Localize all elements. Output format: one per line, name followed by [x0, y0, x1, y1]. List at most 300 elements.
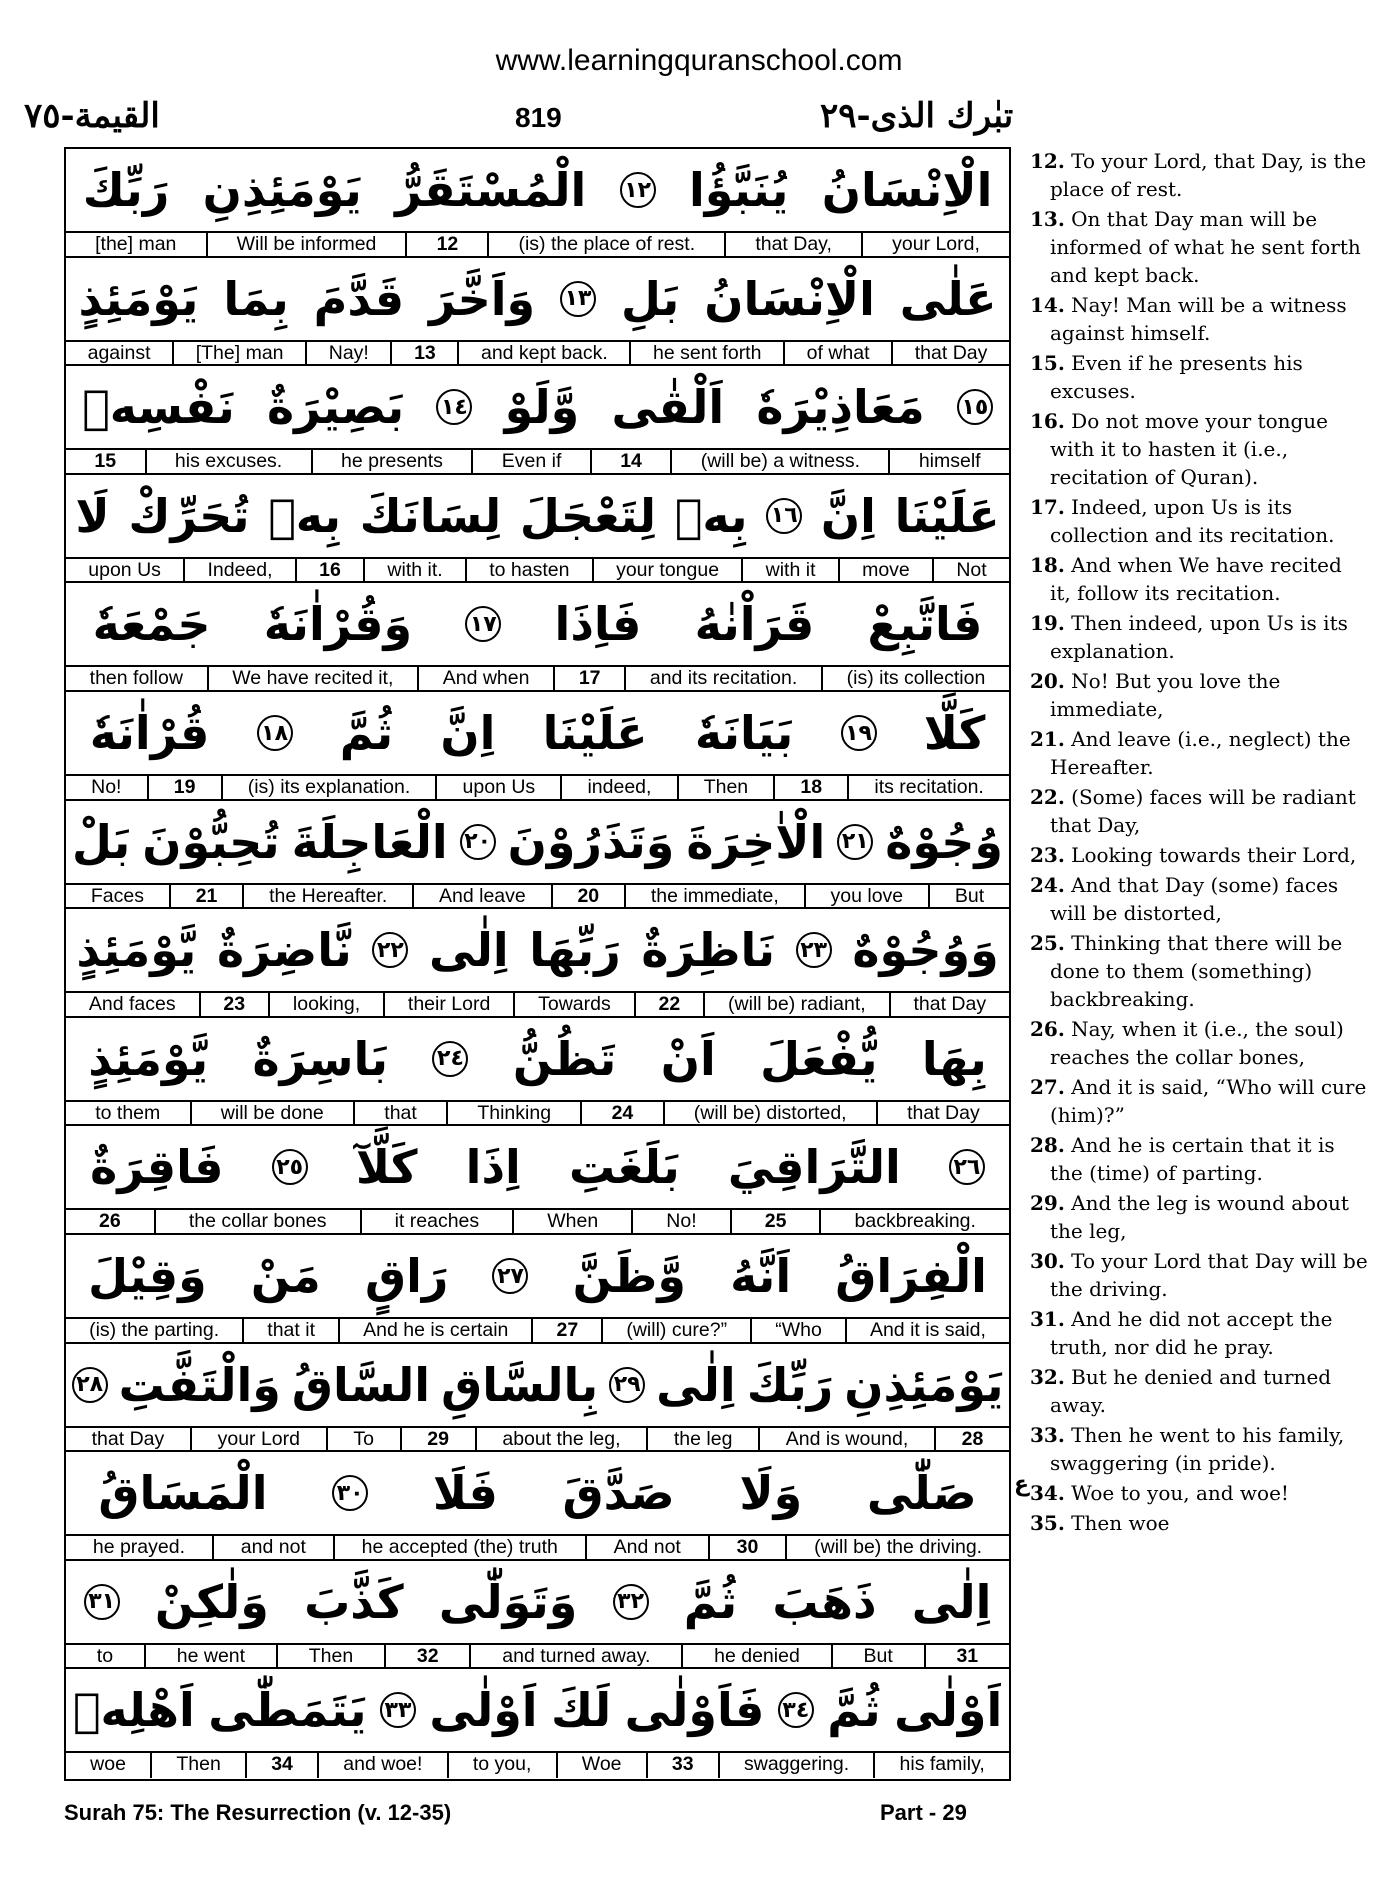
verse-row — [66, 366, 1009, 475]
translation-verse-text: Thinking that there will be done to them (something) backbreaking. — [1050, 931, 1343, 1011]
arabic-line — [66, 149, 1009, 233]
english-gloss-cell: will be done — [190, 1102, 354, 1125]
translation-verse — [1030, 551, 1368, 607]
english-gloss-cell: move — [838, 559, 932, 582]
arabic-word: تَظُنُّ — [512, 1031, 617, 1086]
translation-verse-number: 16. — [1030, 409, 1065, 433]
english-gloss-cell: 31 — [924, 1645, 1009, 1668]
arabic-word: بِهٖ — [674, 488, 748, 543]
arabic-word: بَاسِرَةٌ — [252, 1031, 389, 1086]
ayah-number-marker: ٢٥ — [272, 1149, 308, 1185]
english-gloss-cell: Woe — [556, 1753, 646, 1778]
english-gloss-cell: and kept back. — [457, 342, 629, 365]
translation-verse-number: 20. — [1030, 669, 1065, 693]
english-gloss-cell: looking, — [268, 993, 383, 1016]
english-gloss-cell: his family, — [873, 1753, 1009, 1778]
translation-verse-text: And it is said, “Who will cure (him)?” — [1050, 1075, 1367, 1127]
arabic-word: ثُمَّ — [827, 1683, 881, 1738]
arabic-word: الْاِنْسَانُ — [704, 271, 875, 326]
arabic-line — [66, 258, 1009, 342]
ayah-number-marker: ٢٠ — [460, 824, 496, 860]
arabic-word: نَفْسِهٖ — [82, 380, 235, 435]
translation-verse — [1030, 1015, 1368, 1071]
english-gloss-cell: “Who — [750, 1319, 845, 1342]
english-gloss-cell: his excuses. — [145, 450, 311, 473]
translation-verse-number: 28. — [1030, 1133, 1065, 1157]
english-gloss-cell: 28 — [934, 1428, 1009, 1451]
english-gloss-cell: your tongue — [592, 559, 742, 582]
ayah-number-marker: ٢٨ — [72, 1367, 108, 1403]
english-gloss-cell: he accepted (the) truth — [333, 1536, 585, 1559]
translation-verse-number: 12. — [1030, 149, 1065, 173]
english-gloss-cell: [The] man — [172, 342, 305, 365]
english-gloss-cell: to — [96, 1644, 114, 1667]
arabic-word: اَنَّهُ — [730, 1249, 792, 1303]
english-gloss-cell: Then — [150, 1753, 245, 1778]
arabic-word: وَتَوَلّٰى — [438, 1574, 578, 1629]
translation-verse-number: 14. — [1030, 293, 1065, 317]
english-gloss-cell: he went — [144, 1645, 276, 1668]
english-gloss-cell: Not — [932, 559, 1009, 582]
arabic-word: عَلَيْنَا — [894, 488, 1000, 543]
arabic-word: اِنَّ — [820, 488, 876, 543]
english-gloss-cell: he presents — [311, 450, 472, 473]
translation-verse-text: Then he went to his family, swaggering (in pride). — [1050, 1423, 1345, 1475]
english-gloss-cell: their Lord — [383, 993, 513, 1016]
english-gloss-cell: it reaches — [360, 1210, 513, 1233]
english-gloss-cell: indeed, — [560, 776, 676, 799]
part-footer: Part - 29 — [880, 1800, 967, 1825]
translation-verse-text: Nay! Man will be a witness against himself. — [1050, 293, 1347, 345]
translation-verse-text: Then indeed, upon Us is its explanation. — [1050, 611, 1348, 663]
translation-verse-number: 22. — [1030, 785, 1065, 809]
arabic-word: صَدَّقَ — [562, 1466, 675, 1521]
english-gloss-cell: to you, — [447, 1753, 556, 1778]
verse-row — [66, 583, 1009, 692]
english-gloss-cell: Then — [677, 776, 774, 799]
english-gloss-cell: Towards — [513, 993, 633, 1016]
ayah-number-marker: ٢٦ — [949, 1149, 985, 1185]
arabic-word: بِهَا — [921, 1031, 987, 1086]
english-gloss-cell: backbreaking. — [819, 1210, 1009, 1233]
english-gloss-cell: Then — [276, 1645, 384, 1668]
translation-verse — [1030, 609, 1368, 665]
arabic-word: صَلّٰى — [866, 1466, 977, 1521]
arabic-word: يَّوْمَئِذٍ — [88, 1031, 209, 1086]
verse-row — [66, 1018, 1009, 1127]
ayah-number-marker: ١٨ — [257, 715, 293, 751]
translation-verse-number: 30. — [1030, 1249, 1065, 1273]
arabic-word: اِلٰى — [429, 923, 509, 978]
translation-verse — [1030, 1073, 1368, 1129]
verse-row — [66, 1561, 1009, 1670]
arabic-word: اَلْقٰى — [611, 380, 725, 435]
translation-verse — [1030, 147, 1368, 203]
translation-verse-text: No! But you love the immediate, — [1050, 669, 1281, 721]
surah-footer: Surah 75: The Resurrection (v. 12-35) — [64, 1800, 452, 1825]
translation-verse — [1030, 871, 1368, 927]
translation-verse-text: To your Lord, that Day, is the place of rest. — [1050, 149, 1367, 201]
english-gloss-cell: 33 — [646, 1753, 718, 1778]
english-gloss-cell: upon Us — [88, 558, 161, 581]
english-gloss-cell: swaggering. — [718, 1753, 874, 1778]
english-gloss-cell: 17 — [553, 667, 624, 690]
site-url: www.learningquranschool.com — [495, 44, 903, 77]
english-gloss-cell: (will be) a witness. — [670, 450, 888, 473]
english-gloss-line — [66, 667, 1009, 692]
arabic-word: بِالسَّاقِ — [441, 1357, 599, 1412]
arabic-word: قَرَاْنٰهُ — [694, 597, 815, 652]
english-gloss-cell: upon Us — [435, 776, 560, 799]
english-gloss-cell: 22 — [634, 993, 704, 1016]
arabic-word: وَّلَوْ — [504, 380, 580, 435]
arabic-word: وَالْتَفَّتِ — [118, 1357, 281, 1412]
verse-row — [66, 1452, 1009, 1561]
english-gloss-line — [66, 342, 1009, 367]
english-gloss-cell: and woe! — [317, 1753, 447, 1778]
translation-verse-text: And he is certain that it is the (time) of parting. — [1050, 1133, 1335, 1185]
arabic-word: عَلَيْنَا — [542, 706, 648, 760]
arabic-word: اِلٰى — [656, 1357, 736, 1412]
english-gloss-line — [66, 776, 1009, 801]
arabic-line — [66, 1452, 1009, 1536]
translation-verse-number: 35. — [1030, 1511, 1065, 1535]
translation-verse — [1030, 725, 1368, 781]
english-gloss-cell: And faces — [88, 993, 176, 1016]
arabic-word: وَلٰكِنْ — [154, 1574, 269, 1629]
ayah-number-marker: ٣١ — [84, 1584, 120, 1620]
ayah-number-marker: ٢٩ — [609, 1367, 645, 1403]
translation-verse-number: 31. — [1030, 1307, 1065, 1331]
surah-name-header: القيمة-٧٥ — [24, 96, 160, 136]
english-gloss-cell: No! — [631, 1210, 729, 1233]
translation-verse-text: Then woe — [1071, 1511, 1170, 1535]
translation-verse — [1030, 1247, 1368, 1303]
translation-verse-number: 25. — [1030, 931, 1065, 955]
english-gloss-cell: Faces — [90, 884, 144, 907]
ayah-number-marker: ١٢ — [620, 172, 656, 208]
arabic-word: وَتَذَرُوْنَ — [507, 814, 675, 869]
arabic-word: يَوْمَئِذِنِ — [202, 163, 362, 217]
english-gloss-cell: And not — [585, 1536, 708, 1559]
arabic-word: يُنَبَّؤُا — [688, 163, 789, 217]
arabic-word: بَيَانَهٗ — [694, 706, 794, 760]
english-gloss-line — [66, 559, 1009, 584]
translation-verse — [1030, 1421, 1368, 1477]
arabic-word: اَهْلِهٖ — [72, 1683, 195, 1738]
arabic-word: نَاظِرَةٌ — [641, 923, 776, 978]
verse-row — [66, 1126, 1009, 1235]
english-gloss-cell: and not — [212, 1536, 333, 1559]
arabic-word: عَلٰى — [899, 271, 997, 326]
english-gloss-cell: (is) the place of rest. — [487, 233, 724, 256]
english-gloss-cell: But — [831, 1645, 924, 1668]
arabic-word: لَا — [75, 488, 110, 543]
arabic-line — [66, 475, 1009, 559]
arabic-word: كَلَّآ — [355, 1140, 418, 1195]
arabic-word: فَاتَّبِعْ — [867, 597, 983, 652]
arabic-word: يُّفْعَلَ — [760, 1031, 878, 1086]
ayah-number-marker: ٢٤ — [432, 1041, 468, 1077]
translation-verse-text: And the leg is wound about the leg, — [1050, 1191, 1349, 1243]
english-gloss-line — [66, 1210, 1009, 1235]
english-gloss-cell: that Day, — [724, 233, 861, 256]
english-gloss-cell: the Hereafter. — [242, 885, 412, 908]
translation-verse-text: To your Lord that Day will be the driving. — [1050, 1249, 1368, 1301]
english-gloss-cell: to hasten — [465, 559, 592, 582]
translation-verse-text: But he denied and turned away. — [1050, 1365, 1332, 1417]
english-gloss-cell: then follow — [89, 667, 183, 690]
arabic-word: الْمَسَاقُ — [98, 1466, 268, 1521]
arabic-word: مَنْ — [250, 1249, 321, 1303]
english-gloss-cell: himself — [888, 450, 1009, 473]
arabic-word: وَاَخَّرَ — [428, 271, 536, 326]
arabic-word: رَبِّكَ — [82, 163, 170, 217]
english-gloss-cell: your Lord — [190, 1428, 326, 1451]
arabic-line — [66, 909, 1009, 993]
english-gloss-line — [66, 1102, 1009, 1127]
english-gloss-cell: 25 — [730, 1210, 820, 1233]
arabic-word: فَلَا — [432, 1466, 498, 1521]
translation-verse-number: 15. — [1030, 351, 1065, 375]
arabic-word: تُحِبُّوْنَ — [142, 814, 280, 869]
english-gloss-cell: And it is said, — [845, 1319, 1009, 1342]
translation-verse-text: Do not move your tongue with it to hasten it (i.e., recitation of Quran). — [1050, 409, 1329, 489]
arabic-word: السَّاقُ — [291, 1357, 431, 1412]
ayah-number-marker: ٢٣ — [796, 932, 832, 968]
arabic-word: قَدَّمَ — [313, 271, 405, 326]
english-gloss-cell: with it. — [363, 559, 465, 582]
english-gloss-cell: 18 — [773, 776, 847, 799]
ayah-number-marker: ١٦ — [766, 498, 802, 534]
english-gloss-cell: that — [353, 1102, 446, 1125]
english-gloss-cell: 26 — [99, 1210, 121, 1233]
english-gloss-line — [66, 233, 1009, 258]
ruku-mark: ع — [1014, 1472, 1030, 1497]
english-gloss-cell: 29 — [400, 1428, 475, 1451]
english-gloss-cell: he prayed. — [92, 1536, 186, 1559]
english-gloss-cell: your Lord, — [861, 233, 1009, 256]
translation-verse-number: 26. — [1030, 1017, 1065, 1041]
english-gloss-cell: No! — [91, 776, 122, 798]
translation-verse — [1030, 349, 1368, 405]
english-gloss-cell: And he is certain — [338, 1319, 531, 1342]
arabic-line — [66, 1561, 1009, 1645]
translation-verse — [1030, 667, 1368, 723]
translation-verse-number: 19. — [1030, 611, 1065, 635]
verse-row — [66, 1235, 1009, 1344]
arabic-word: اَنْ — [660, 1031, 716, 1086]
arabic-word: وَقُرْاٰنَهٗ — [263, 597, 413, 652]
english-gloss-cell: (is) its collection — [821, 667, 1009, 690]
english-gloss-cell: Indeed, — [183, 559, 295, 582]
english-gloss-cell: 15 — [94, 450, 117, 473]
translation-verse-number: 27. — [1030, 1075, 1065, 1099]
english-gloss-line — [66, 450, 1009, 475]
english-gloss-cell: that Day — [91, 1427, 165, 1450]
arabic-word: اَوْلٰى — [894, 1683, 1003, 1738]
english-gloss-cell: 21 — [169, 885, 242, 908]
translation-verse-text: And leave (i.e., neglect) the Hereafter. — [1050, 727, 1351, 779]
english-gloss-cell: Will be informed — [206, 233, 406, 256]
ayah-number-marker: ١٥ — [957, 389, 993, 425]
english-gloss-line — [66, 885, 1009, 910]
english-gloss-cell: 16 — [295, 559, 363, 582]
english-gloss-cell: the immediate, — [624, 885, 804, 908]
arabic-word: قُرْاٰنَهٗ — [89, 706, 210, 760]
english-gloss-cell: you love — [804, 885, 928, 908]
arabic-line — [66, 692, 1009, 776]
arabic-line — [66, 1126, 1009, 1210]
translation-verse-text: On that Day man will be informed of what he sent forth and kept back. — [1050, 207, 1361, 287]
arabic-word: كَلَّا — [923, 706, 986, 760]
arabic-word: لِسَانَكَ — [359, 488, 502, 543]
verse-row — [66, 258, 1009, 367]
english-gloss-cell: 14 — [590, 450, 671, 473]
translation-verse-text: Even if he presents his excuses. — [1050, 351, 1303, 403]
arabic-word: كَذَّبَ — [304, 1574, 404, 1629]
english-gloss-cell: But — [928, 885, 1009, 908]
arabic-word: وَلَا — [739, 1466, 803, 1521]
english-gloss-cell: Even if — [471, 450, 589, 473]
arabic-word: فَاقِرَةٌ — [90, 1140, 224, 1195]
translation-verse — [1030, 1305, 1368, 1361]
arabic-word: وَوُجُوْهٌ — [852, 923, 999, 978]
english-gloss-cell: (will) cure?” — [601, 1319, 750, 1342]
translation-verse-number: 18. — [1030, 553, 1065, 577]
arabic-word: رَبِّهَا — [529, 923, 621, 978]
english-gloss-cell: To — [326, 1428, 400, 1451]
translation-verse-number: 32. — [1030, 1365, 1065, 1389]
english-gloss-cell: the collar bones — [154, 1210, 360, 1233]
verse-row — [66, 475, 1009, 584]
translation-verse — [1030, 1479, 1368, 1507]
arabic-word: اِذَا — [465, 1140, 521, 1195]
english-gloss-line — [66, 1428, 1009, 1453]
arabic-word: اِنَّ — [440, 706, 496, 760]
english-gloss-cell: about the leg, — [475, 1428, 647, 1451]
arabic-word: وَقِيْلَ — [88, 1249, 207, 1303]
arabic-word: بَصِيْرَةٌ — [267, 380, 405, 435]
translation-verse — [1030, 291, 1368, 347]
ayah-number-marker: ٢٧ — [492, 1258, 528, 1294]
english-gloss-cell: We have recited it, — [207, 667, 417, 690]
english-gloss-cell: [the] man — [95, 233, 177, 255]
translation-verse — [1030, 1131, 1368, 1187]
english-gloss-cell: and its recitation. — [624, 667, 821, 690]
english-gloss-line — [66, 993, 1009, 1018]
english-gloss-cell: 34 — [245, 1753, 317, 1778]
arabic-word: الْفِرَاقُ — [835, 1249, 987, 1303]
ayah-number-marker: ٣٠ — [332, 1475, 368, 1511]
arabic-word: لِتَعْجَلَ — [519, 488, 657, 543]
translation-verse-text: And he did not accept the truth, nor did he pray. — [1050, 1307, 1333, 1359]
translation-verse-text: And that Day (some) faces will be distorted, — [1050, 873, 1339, 925]
translation-verse — [1030, 1509, 1368, 1537]
arabic-word: رَبِّكَ — [746, 1357, 834, 1412]
arabic-word: فَاِذَا — [554, 597, 642, 652]
english-gloss-cell: 30 — [708, 1536, 785, 1559]
translation-verse — [1030, 783, 1368, 839]
verse-row — [66, 1344, 1009, 1453]
english-gloss-cell: And leave — [412, 885, 550, 908]
ayah-number-marker: ٢١ — [837, 824, 873, 860]
translation-verse-text: Looking towards their Lord, — [1071, 843, 1357, 867]
arabic-word: التَّرَاقِيَ — [727, 1140, 901, 1195]
word-by-word-grid — [64, 147, 1011, 1781]
english-gloss-cell: (is) its explanation. — [221, 776, 436, 799]
translation-verse-number: 33. — [1030, 1423, 1065, 1447]
arabic-line — [66, 1669, 1009, 1753]
arabic-word: الْاِنْسَانُ — [821, 163, 993, 217]
arabic-word: ذَهَبَ — [772, 1574, 877, 1629]
ayah-number-marker: ٣٤ — [778, 1692, 814, 1728]
english-gloss-cell: Nay! — [305, 342, 390, 365]
english-gloss-cell: the leg — [646, 1428, 758, 1451]
ayah-number-marker: ٣٣ — [380, 1692, 416, 1728]
arabic-line — [66, 366, 1009, 450]
english-gloss-cell: (will be) distorted, — [663, 1102, 876, 1125]
translation-verse-number: 29. — [1030, 1191, 1065, 1215]
translation-verse — [1030, 1189, 1368, 1245]
arabic-word: لَكَ — [551, 1683, 612, 1738]
translation-verse-text: Woe to you, and woe! — [1071, 1481, 1289, 1505]
arabic-word: مَعَاذِيْرَهٗ — [756, 380, 925, 435]
ayah-number-marker: ١٧ — [465, 606, 501, 642]
english-gloss-cell: 27 — [531, 1319, 601, 1342]
english-gloss-line — [66, 1645, 1009, 1670]
translation-verse-number: 24. — [1030, 873, 1065, 897]
translation-verse — [1030, 493, 1368, 549]
translation-verse-text: Indeed, upon Us is its collection and its recitation. — [1050, 495, 1335, 547]
arabic-word: رَاقٍ — [364, 1249, 449, 1303]
english-gloss-cell: that Day — [889, 993, 1009, 1016]
english-gloss-line — [66, 1319, 1009, 1344]
verse-row — [66, 801, 1009, 910]
arabic-word: بَلِ — [620, 271, 680, 326]
translation-verse-text: Nay, when it (i.e., the soul) reaches the collar bones, — [1050, 1017, 1344, 1069]
arabic-word: اِلٰى — [911, 1574, 992, 1629]
translation-verse-number: 13. — [1030, 207, 1065, 231]
arabic-line — [66, 801, 1009, 885]
english-gloss-cell: 12 — [405, 233, 487, 256]
arabic-word: وَّظَنَّ — [572, 1249, 686, 1303]
english-gloss-cell: And when — [417, 667, 553, 690]
page-number: 819 — [515, 102, 562, 133]
translation-verse-number: 17. — [1030, 495, 1065, 519]
english-gloss-cell: And is wound, — [758, 1428, 934, 1451]
translation-verse-number: 34. — [1030, 1481, 1065, 1505]
arabic-word: بِهٖ — [268, 488, 341, 543]
translation-verse — [1030, 1363, 1368, 1419]
english-gloss-cell: (will be) radiant, — [703, 993, 888, 1016]
english-gloss-cell: that Day — [891, 342, 1009, 365]
verse-row — [66, 909, 1009, 1018]
english-gloss-cell: 20 — [551, 885, 624, 908]
translation-verse — [1030, 205, 1368, 289]
arabic-word: الْعَاجِلَةَ — [291, 814, 448, 869]
english-gloss-cell: that it — [242, 1319, 338, 1342]
ayah-number-marker: ١٣ — [560, 281, 596, 317]
translation-verse — [1030, 407, 1368, 491]
translation-verse — [1030, 929, 1368, 1013]
arabic-word: بَلْ — [71, 814, 131, 869]
arabic-line — [66, 1018, 1009, 1102]
arabic-word: بِمَا — [223, 271, 289, 326]
arabic-word: ثُمَّ — [339, 706, 394, 760]
translation-verse-number: 21. — [1030, 727, 1065, 751]
arabic-line — [66, 1344, 1009, 1428]
